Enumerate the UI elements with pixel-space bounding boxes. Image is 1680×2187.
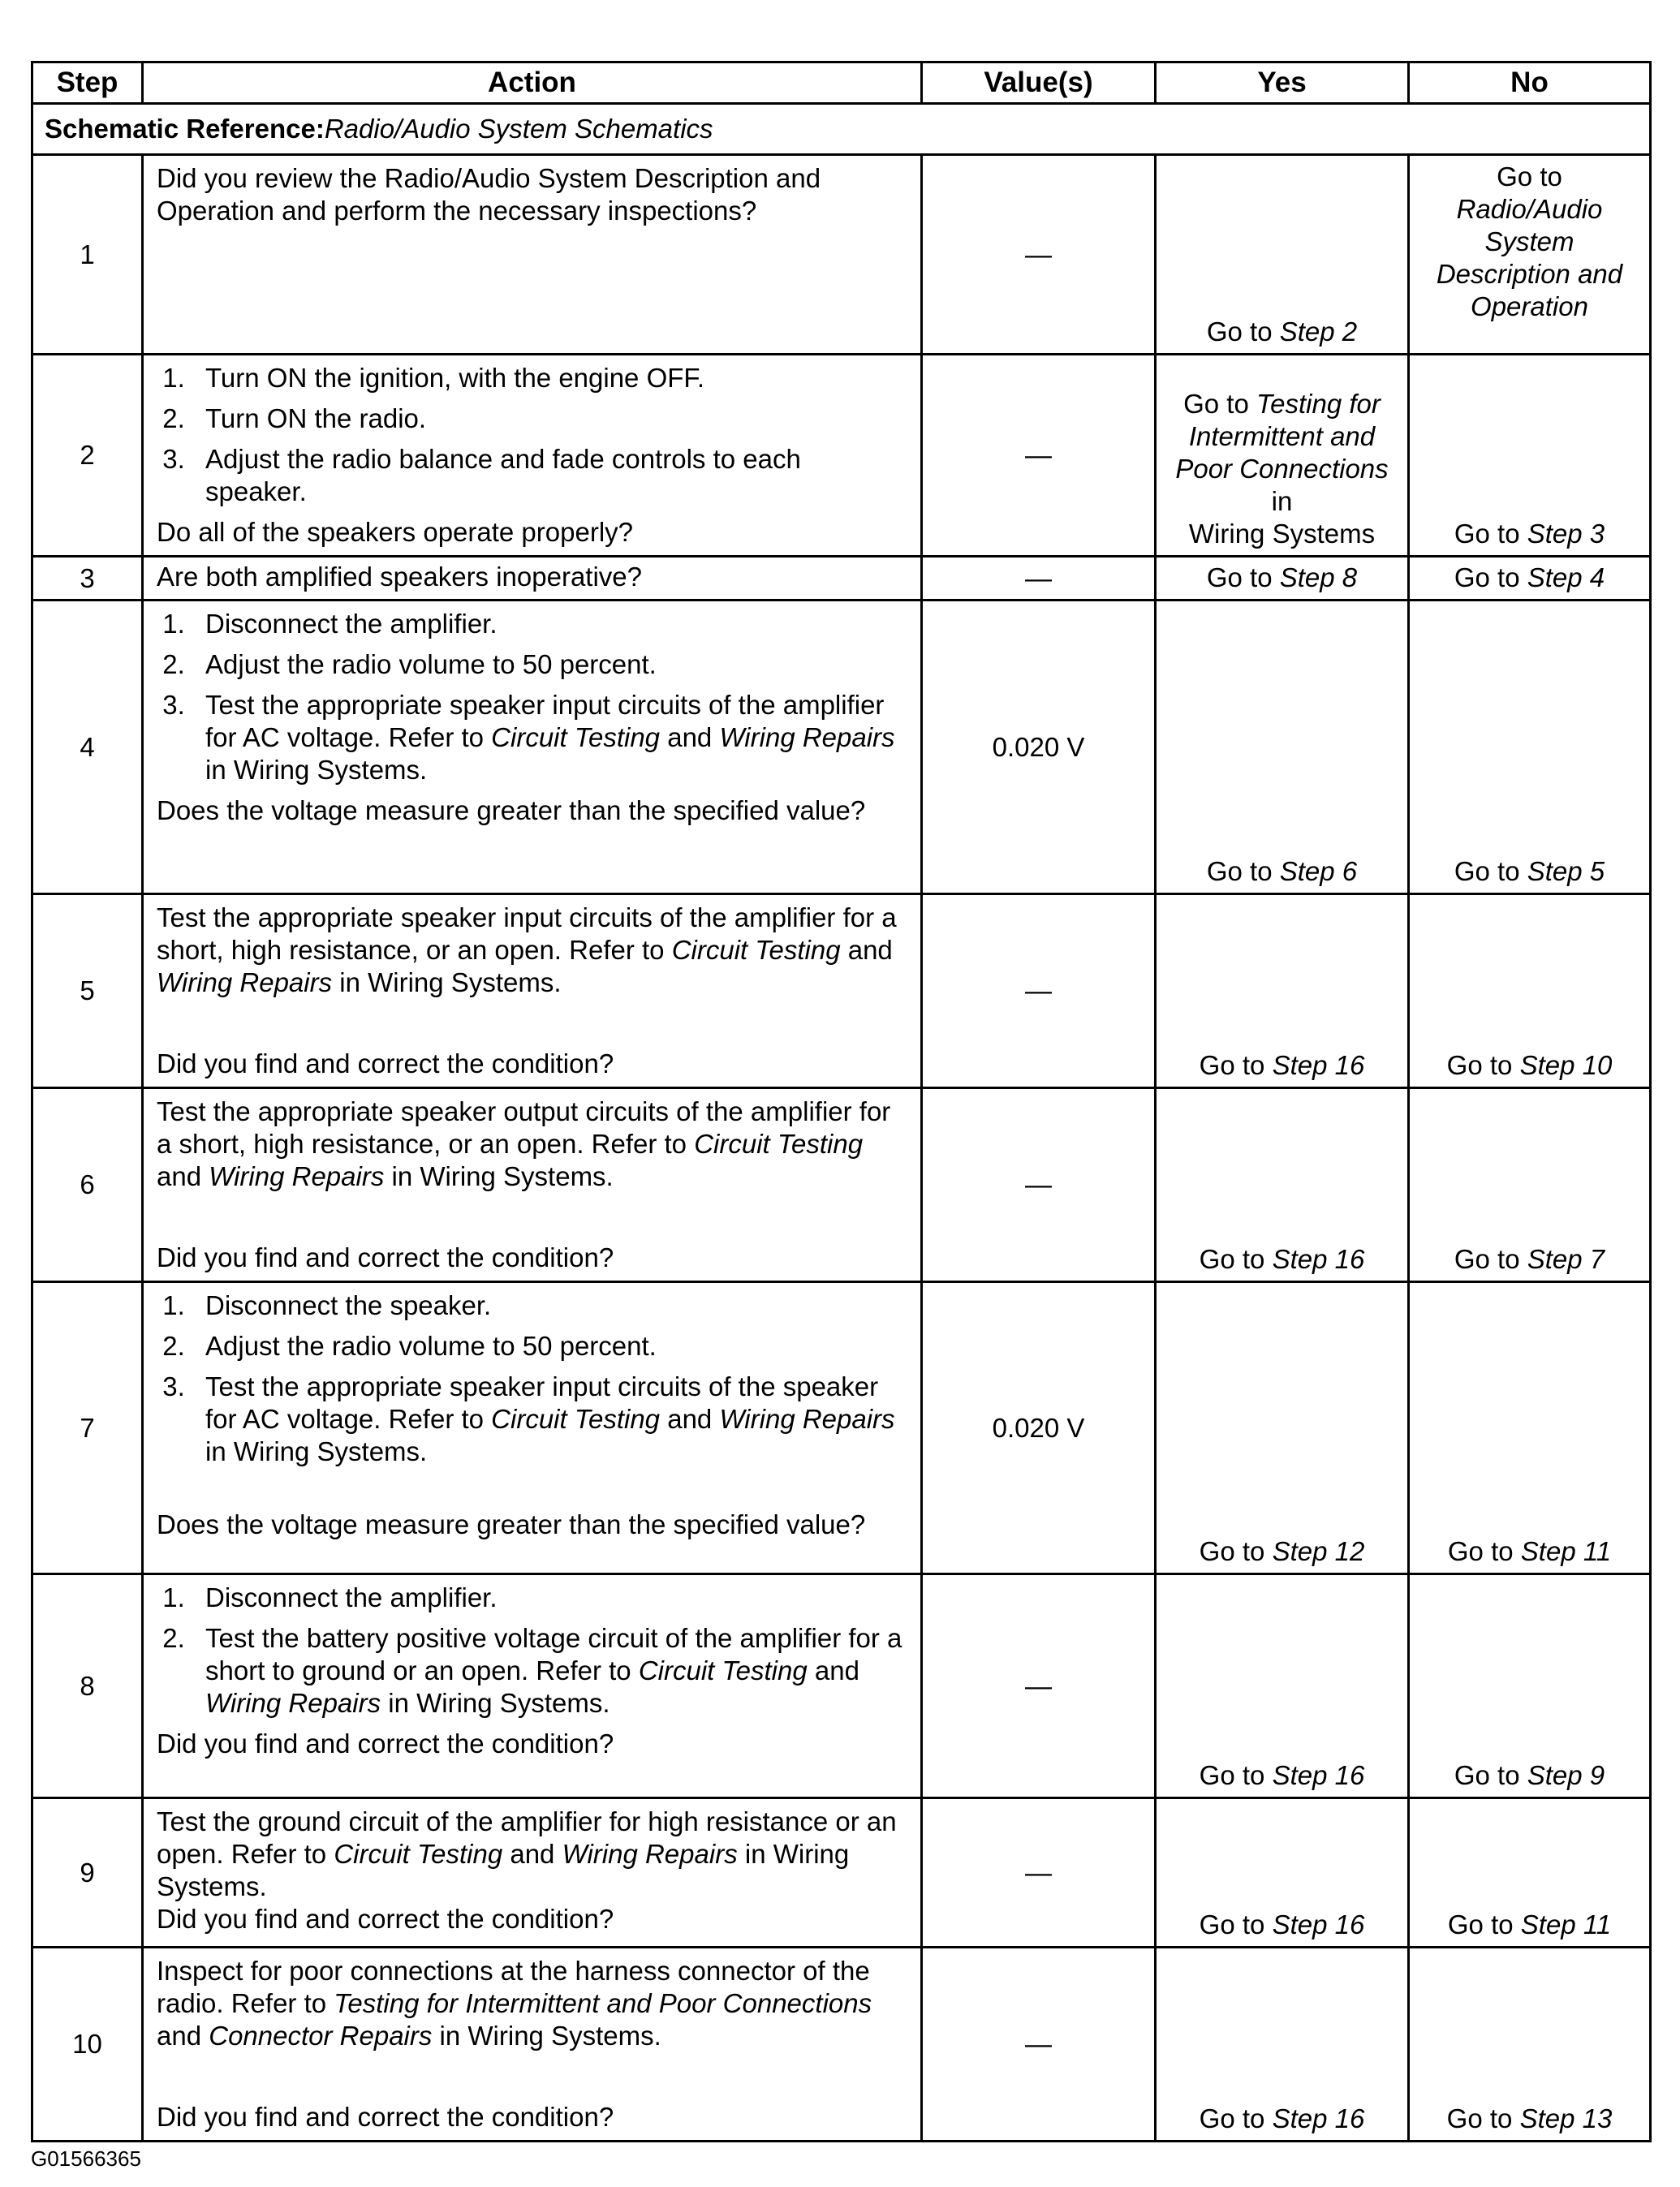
no-link[interactable]: Step 7 [1527,1244,1605,1274]
yes-mid: in [1271,486,1293,516]
value-cell: — [922,355,1156,557]
no-link[interactable]: Step 4 [1527,562,1605,592]
wiring-repairs-link[interactable]: Wiring Repairs [205,1688,381,1718]
step-text: and [502,1839,562,1869]
table-row [32,155,1651,355]
yes-prefix: Go to [1183,389,1256,419]
diagnostic-table [31,61,1652,2142]
no-link[interactable]: Step 5 [1527,856,1605,886]
action-step [192,1371,909,1468]
table-row [32,1948,1651,2142]
yes-suffix: Wiring Systems [1188,519,1376,549]
yes-prefix: Go to [1199,1050,1273,1080]
value-cell: — [922,1948,1156,2142]
yes-link[interactable]: Step 12 [1272,1536,1365,1566]
action-cell [143,1798,922,1948]
circuit-testing-link[interactable]: Circuit Testing [491,1404,661,1434]
yes-link[interactable]: Step 16 [1272,1909,1365,1939]
table-row [32,1282,1651,1574]
action-text [157,1955,909,2052]
connector-repairs-link[interactable]: Connector Repairs [209,2021,433,2051]
value-cell: — [922,557,1156,601]
header-step: Step [32,62,143,104]
testing-intermittent-link[interactable]: Testing for Intermittent and Poor Connections [334,1988,872,2018]
step-text: Test the appropriate speaker input circuits of the amplifier for AC voltage. Refer to [205,690,885,752]
step-number: 6 [32,1088,143,1282]
table-row [32,1088,1651,1282]
wiring-repairs-link[interactable]: Wiring Repairs [719,1404,895,1434]
action-question: Did you find and correct the condition? [157,1048,614,1078]
wiring-repairs-link[interactable]: Wiring Repairs [562,1839,738,1869]
action-question: Does the voltage measure greater than the specified value? [157,795,866,825]
action-cell [143,557,922,601]
action-step: 1. Disconnect the speaker. [192,1289,909,1322]
yes-link[interactable]: Step 2 [1279,316,1358,347]
action-cell [143,355,922,557]
action-cell [143,155,922,355]
table-row [32,1798,1651,1948]
step-number: 2 [32,355,143,557]
schematic-reference-row [32,104,1651,155]
yes-link[interactable]: Step 8 [1279,562,1358,592]
yes-link[interactable]: Step 16 [1272,2103,1365,2133]
action-steps-list [157,1289,909,1468]
wiring-repairs-link[interactable]: Wiring Repairs [719,722,895,752]
yes-prefix: Go to [1206,316,1280,347]
table-row [32,894,1651,1088]
no-cell [1409,1088,1651,1282]
no-link[interactable]: Step 13 [1519,2103,1613,2133]
yes-prefix: Go to [1199,1909,1273,1939]
action-step: 1. Turn ON the ignition, with the engine OFF. [192,362,909,394]
action-step: 3. Adjust the radio balance and fade controls to each speaker. [192,443,909,508]
no-prefix: Go to [1454,1244,1527,1274]
no-cell [1409,355,1651,557]
yes-link[interactable]: Step 16 [1272,1760,1365,1790]
action-cell [143,894,922,1088]
yes-prefix: Go to [1199,2103,1273,2133]
value-cell: — [922,1798,1156,1948]
yes-cell [1156,1282,1409,1574]
action-text [157,1096,909,1193]
yes-cell [1156,601,1409,894]
diagnostic-table-container [31,61,1649,2142]
yes-link[interactable]: Step 16 [1272,1244,1365,1274]
action-cell [143,1948,922,2142]
step-number: 3 [32,557,143,601]
action-question: Did you find and correct the condition? [157,1242,614,1272]
step-number: 7 [32,1282,143,1574]
step-text: and [157,1161,209,1191]
value-cell: — [922,1574,1156,1798]
step-text: in Wiring Systems. [332,967,562,997]
step-text: and [660,1404,720,1434]
step-text: in Wiring Systems. [157,1839,850,1901]
header-row [32,62,1651,104]
circuit-testing-link[interactable]: Circuit Testing [694,1129,864,1159]
table-row [32,355,1651,557]
wiring-repairs-link[interactable]: Wiring Repairs [157,967,333,997]
no-prefix: Go to [1454,856,1527,886]
step-number: 4 [32,601,143,894]
step-text: Test the ground circuit of the amplifier for high resistance or an open. Refer to [157,1806,897,1869]
step-text: and [157,2021,209,2051]
step-text: Test the battery positive voltage circuit of the amplifier for a short to ground or an open. Refer to [205,1623,902,1685]
action-step: 2. Adjust the radio volume to 50 percent. [192,648,909,681]
action-step: 2. Turn ON the radio. [192,403,909,435]
yes-prefix: Go to [1206,856,1280,886]
no-prefix: Go to [1446,2103,1520,2133]
yes-link[interactable]: Step 6 [1279,856,1358,886]
circuit-testing-link[interactable]: Circuit Testing [491,722,661,752]
no-link[interactable]: Radio/Audio System Description and Operation [1436,194,1623,321]
no-prefix: Go to [1446,1050,1520,1080]
step-text: in Wiring Systems. [384,1161,614,1191]
table-row [32,601,1651,894]
step-number: 1 [32,155,143,355]
no-cell [1409,557,1651,601]
header-action: Action [143,62,922,104]
no-cell [1409,1948,1651,2142]
step-text: in Wiring Systems. [205,1436,428,1466]
circuit-testing-link[interactable]: Circuit Testing [671,935,841,965]
action-step [192,1622,909,1720]
step-text: and [840,935,893,965]
action-question: Did you find and correct the condition? [157,1729,614,1759]
yes-prefix: Go to [1206,562,1280,592]
no-cell [1409,1574,1651,1798]
action-question: Did you find and correct the condition? [157,2102,614,2132]
circuit-testing-link[interactable]: Circuit Testing [638,1655,808,1685]
yes-prefix: Go to [1199,1244,1273,1274]
step-text: in Wiring Systems. [381,1688,610,1718]
header-no: No [1409,62,1651,104]
action-step [192,689,909,786]
yes-cell [1156,1798,1409,1948]
action-cell [143,1574,922,1798]
schematic-reference-link[interactable]: Radio/Audio System Schematics [324,114,713,144]
table-row [32,1574,1651,1798]
yes-cell [1156,355,1409,557]
yes-cell [1156,1088,1409,1282]
step-text: Test the appropriate speaker input circuits of the speaker for AC voltage. Refer to [205,1371,879,1434]
yes-prefix: Go to [1199,1536,1273,1566]
action-cell [143,1282,922,1574]
yes-cell [1156,155,1409,355]
no-prefix: Go to [1447,1909,1521,1939]
action-step: 1. Disconnect the amplifier. [192,608,909,640]
yes-cell [1156,894,1409,1088]
no-prefix: Go to [1447,1536,1521,1566]
step-text: in Wiring Systems. [205,755,428,785]
figure-id: G01566365 [31,2146,141,2171]
step-text: in Wiring Systems. [432,2021,661,2051]
action-cell [143,601,922,894]
schematic-reference-label: Schematic Reference: [45,114,325,144]
yes-cell [1156,1948,1409,2142]
action-text: Are both amplified speakers inoperative? [157,562,643,592]
step-number: 5 [32,894,143,1088]
yes-prefix: Go to [1199,1760,1273,1790]
action-steps-list [157,1582,909,1720]
no-cell [1409,1798,1651,1948]
no-link[interactable]: Step 11 [1520,1536,1612,1566]
no-link[interactable]: Step 3 [1527,519,1605,549]
value-cell: — [922,894,1156,1088]
action-text [157,902,909,999]
step-number: 8 [32,1574,143,1798]
step-text: and [807,1655,859,1685]
no-cell [1409,1282,1651,1574]
no-link[interactable]: Step 10 [1519,1050,1613,1080]
no-prefix: Go to [1454,1760,1527,1790]
no-prefix: Go to [1497,161,1562,192]
action-step: 2. Adjust the radio volume to 50 percent. [192,1330,909,1363]
step-text: and [660,722,720,752]
value-cell: 0.020 V [922,601,1156,894]
yes-cell [1156,1574,1409,1798]
yes-link[interactable]: Testing for Intermittent and Poor Connections [1175,389,1389,484]
yes-link[interactable]: Step 16 [1272,1050,1365,1080]
value-cell: — [922,1088,1156,1282]
yes-cell [1156,557,1409,601]
action-text [157,1806,909,1903]
action-question: Do all of the speakers operate properly? [157,517,634,547]
no-link[interactable]: Step 11 [1520,1909,1612,1939]
no-link[interactable]: Step 9 [1527,1760,1605,1790]
step-text: Test the appropriate speaker input circuits of the amplifier for a short, high resistance, or an open. Refer to [157,902,897,965]
header-values: Value(s) [922,62,1156,104]
action-steps-list [157,608,909,786]
action-question: Does the voltage measure greater than the specified value? [157,1509,866,1539]
table-row [32,557,1651,601]
header-yes: Yes [1156,62,1409,104]
action-step: 1. Disconnect the amplifier. [192,1582,909,1614]
step-number: 9 [32,1798,143,1948]
value-cell: 0.020 V [922,1282,1156,1574]
action-steps-list [157,362,909,508]
no-prefix: Go to [1454,562,1527,592]
no-prefix: Go to [1454,519,1527,549]
step-text: Inspect for poor connections at the harness connector of the radio. Refer to [157,1956,870,2018]
action-cell [143,1088,922,1282]
step-number: 10 [32,1948,143,2142]
step-text: Test the appropriate speaker output circuits of the amplifier for a short, high resistance, or an open. Refer to [157,1096,891,1159]
action-question: Did you find and correct the condition? [157,1904,614,1934]
no-cell [1409,601,1651,894]
no-cell [1409,894,1651,1088]
value-cell: — [922,155,1156,355]
wiring-repairs-link[interactable]: Wiring Repairs [209,1161,385,1191]
no-cell [1409,155,1651,355]
action-text: Did you review the Radio/Audio System Description and Operation and perform the necessary inspections? [157,163,821,226]
circuit-testing-link[interactable]: Circuit Testing [334,1839,503,1869]
